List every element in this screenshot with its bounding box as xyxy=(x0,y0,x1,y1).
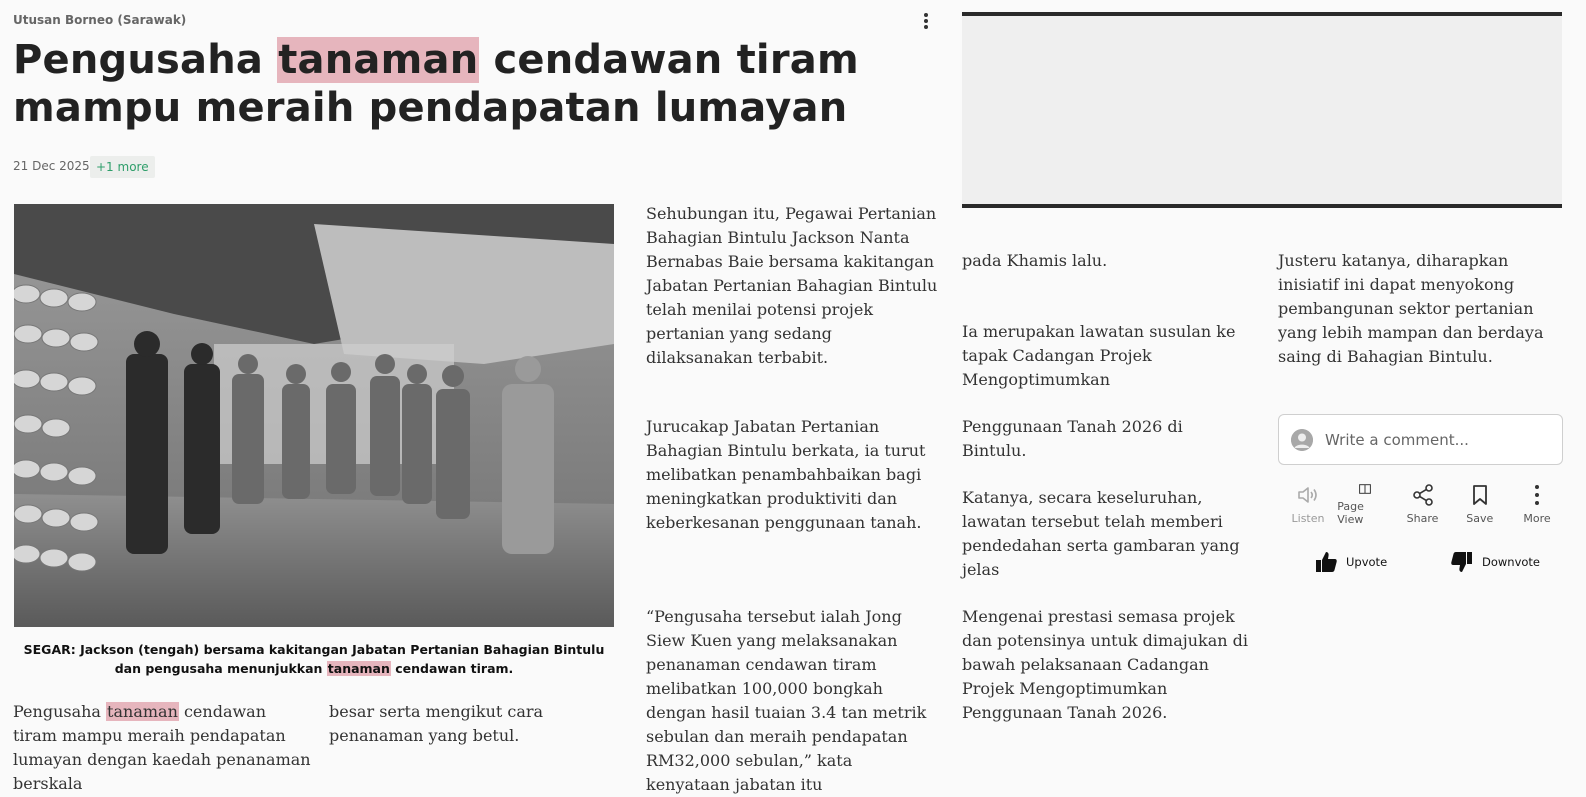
search-highlight: tanaman xyxy=(107,702,178,721)
article-paragraph: Sehubungan itu, Pegawai Pertanian Bahagian Bintulu Jackson Nanta Bernabas Baie bersama kakitangan Jabatan Pertanian Bahagian Bintulu telah menilai potensi projek pertanian yang sedang dilaksanakan terbabit. xyxy=(646,204,938,367)
article-paragraph: Pengusaha tanaman cendawan tiram mampu meraih pendapatan lumayan dengan kaedah penanaman berskala xyxy=(13,702,311,793)
article-paragraph: besar serta mengikut cara penanaman yang betul. xyxy=(329,702,544,745)
listen-button[interactable]: Listen xyxy=(1280,482,1336,526)
more-options-icon[interactable] xyxy=(918,10,934,32)
search-highlight: tanaman xyxy=(278,37,479,83)
article-title: Pengusaha tanaman cendawan tiram mampu meraih pendapatan lumayan xyxy=(13,37,859,131)
comment-box[interactable] xyxy=(1278,414,1563,465)
article-paragraph: Jurucakap Jabatan Pertanian Bahagian Bintulu berkata, ia turut melibatkan penambahbaikan bagi meningkatkan produktiviti dan keberkesanan penggunaan tanah. xyxy=(646,417,926,532)
more-icon xyxy=(1524,482,1550,508)
publish-date: 21 Dec 2025 xyxy=(13,159,90,173)
upvote-button[interactable]: Upvote xyxy=(1314,550,1387,574)
search-highlight: tanaman xyxy=(327,661,390,676)
more-button[interactable]: More xyxy=(1509,482,1565,526)
bookmark-icon xyxy=(1467,482,1493,508)
photo-caption: SEGAR: Jackson (tengah) bersama kakitangan Jabatan Pertanian Bahagian Bintulu dan pengusaha menunjukkan tanaman cendawan tiram. xyxy=(23,642,605,676)
action-bar xyxy=(1280,482,1565,526)
thumbs-up-icon xyxy=(1314,550,1338,574)
avatar-icon xyxy=(1291,429,1313,451)
article-paragraph: Penggunaan Tanah 2026 di Bintulu. xyxy=(962,417,1183,460)
media-placeholder xyxy=(962,12,1562,208)
publication-source: Utusan Borneo (Sarawak) xyxy=(13,13,187,27)
article-paragraph: Katanya, secara keseluruhan, lawatan tersebut telah memberi pendedahan serta gambaran yang jelas xyxy=(962,488,1240,579)
page-view-button[interactable]: Page View xyxy=(1337,482,1393,526)
article-paragraph: “Pengusaha tersebut ialah Jong Siew Kuen yang melaksanakan penanaman cendawan tiram melibatkan 100,000 bongkah dengan hasil tuaian 3.4 tan metrik sebulan dan meraih pendapatan RM32,000 sebulan,” kata kenyataan jabatan itu xyxy=(646,607,927,794)
page-view-icon xyxy=(1352,482,1378,496)
share-icon xyxy=(1410,482,1436,508)
article-paragraph: Justeru katanya, diharapkan inisiatif ini dapat menyokong pembangunan sektor pertanian yang lebih mampan dan berdaya saing di Bahagian Bintulu. xyxy=(1278,251,1544,366)
save-button[interactable]: Save xyxy=(1452,482,1508,526)
share-button[interactable]: Share xyxy=(1395,482,1451,526)
article-paragraph: Mengenai prestasi semasa projek dan potensinya untuk dimajukan di bawah pelaksanaan Cadangan Projek Mengoptimumkan Penggunaan Tanah 2026. xyxy=(962,607,1248,722)
speaker-icon xyxy=(1295,482,1321,508)
more-tags-badge[interactable]: +1 more xyxy=(90,156,155,178)
article-paragraph: pada Khamis lalu. xyxy=(962,251,1108,270)
downvote-button[interactable]: Downvote xyxy=(1450,550,1540,574)
comment-input[interactable] xyxy=(1323,430,1547,450)
article-photo xyxy=(14,204,614,627)
thumbs-down-icon xyxy=(1450,550,1474,574)
article-paragraph: Ia merupakan lawatan susulan ke tapak Cadangan Projek Mengoptimumkan xyxy=(962,322,1236,389)
